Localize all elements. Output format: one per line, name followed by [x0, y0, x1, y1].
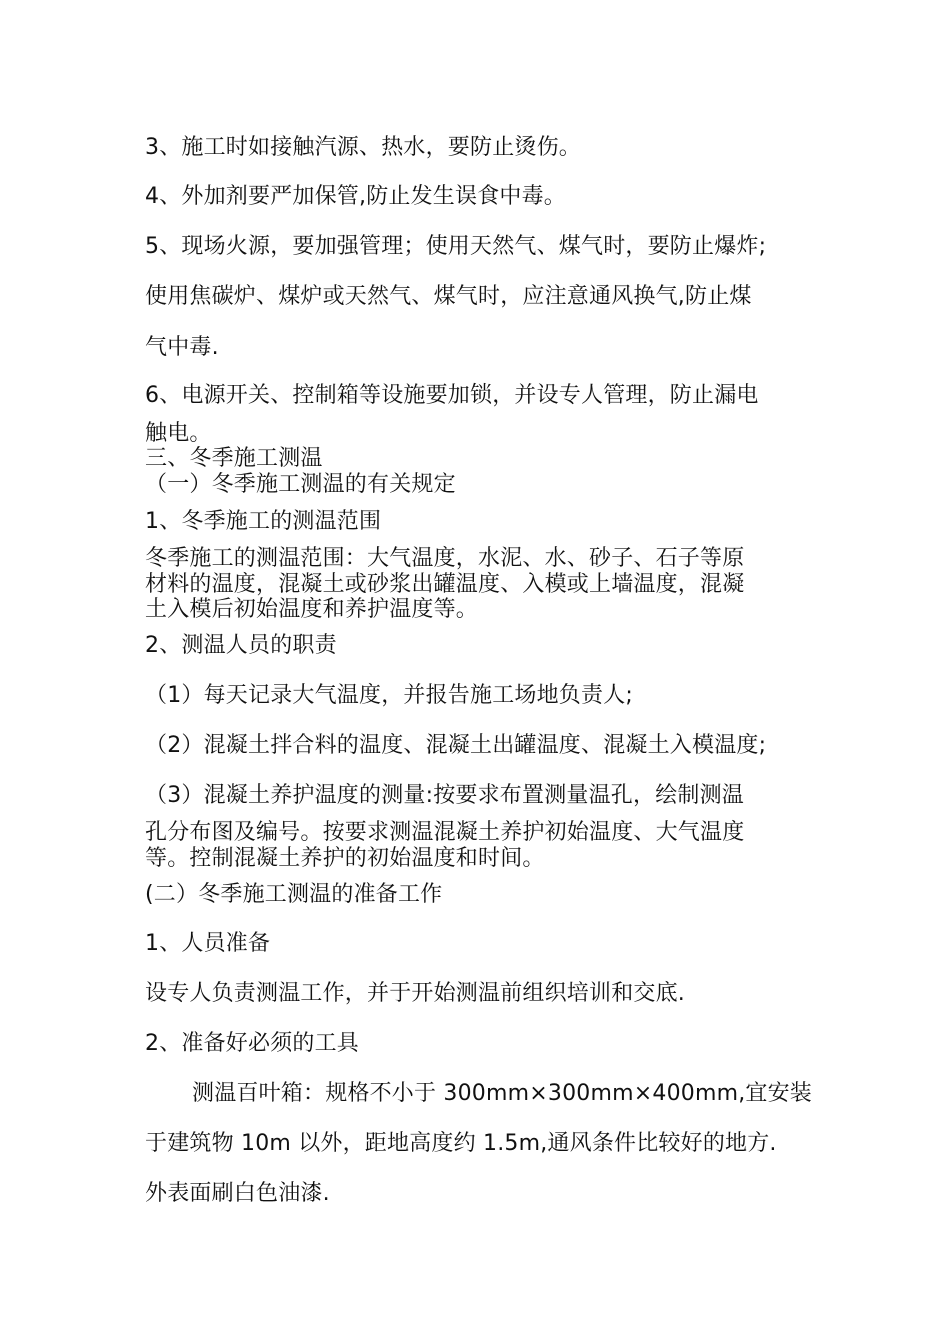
duty-3-cont-1: 孔分布图及编号。按要求测温混凝土养护初始温度、大气温度 [145, 820, 745, 845]
prep-2-text-2: 于建筑物 10m 以外，距地高度约 1.5m,通风条件比较好的地方. [145, 1131, 777, 1156]
duty-3: （3）混凝土养护温度的测量:按要求布置测量温孔，绘制测温 [145, 783, 745, 808]
prep-1-heading: 1、人员准备 [145, 931, 271, 956]
item-6: 6、电源开关、控制箱等设施要加锁，并设专人管理，防止漏电 [145, 383, 759, 408]
prep-2-heading: 2、准备好必须的工具 [145, 1031, 359, 1056]
prep-2-text-1: 测温百叶箱：规格不小于 300mm×300mm×400mm,宜安装 [192, 1081, 813, 1106]
item-6-cont: 触电。 [145, 421, 212, 446]
point-1-text-2: 材料的温度，混凝土或砂浆出罐温度、入模或上墙温度，混凝 [145, 572, 745, 597]
duty-2: （2）混凝土拌合料的温度、混凝土出罐温度、混凝土入模温度; [145, 733, 767, 758]
point-1-heading: 1、冬季施工的测温范围 [145, 509, 382, 534]
prep-2-text-3: 外表面刷白色油漆. [145, 1181, 330, 1206]
item-4: 4、外加剂要严加保管,防止发生误食中毒。 [145, 184, 566, 209]
item-5-cont-1: 使用焦碳炉、煤炉或天然气、煤气时，应注意通风换气,防止煤 [145, 284, 752, 309]
subsection-heading-1: （一）冬季施工测温的有关规定 [145, 472, 456, 497]
point-2-heading: 2、测温人员的职责 [145, 633, 337, 658]
prep-1-text: 设专人负责测温工作，并于开始测温前组织培训和交底. [145, 981, 685, 1006]
duty-3-cont-2: 等。控制混凝土养护的初始温度和时间。 [145, 846, 545, 871]
item-5: 5、现场火源，要加强管理；使用天然气、煤气时，要防止爆炸; [145, 234, 767, 259]
item-5-cont-2: 气中毒. [145, 335, 219, 360]
point-1-text-1: 冬季施工的测温范围：大气温度，水泥、水、砂子、石子等原 [145, 546, 745, 571]
duty-1: （1）每天记录大气温度，并报告施工场地负责人; [145, 683, 634, 708]
subsection-heading-2: (二）冬季施工测温的准备工作 [145, 882, 443, 907]
section-heading-3: 三、冬季施工测温 [145, 446, 323, 471]
point-1-text-3: 土入模后初始温度和养护温度等。 [145, 597, 479, 622]
item-3: 3、施工时如接触汽源、热水，要防止烫伤。 [145, 135, 581, 160]
